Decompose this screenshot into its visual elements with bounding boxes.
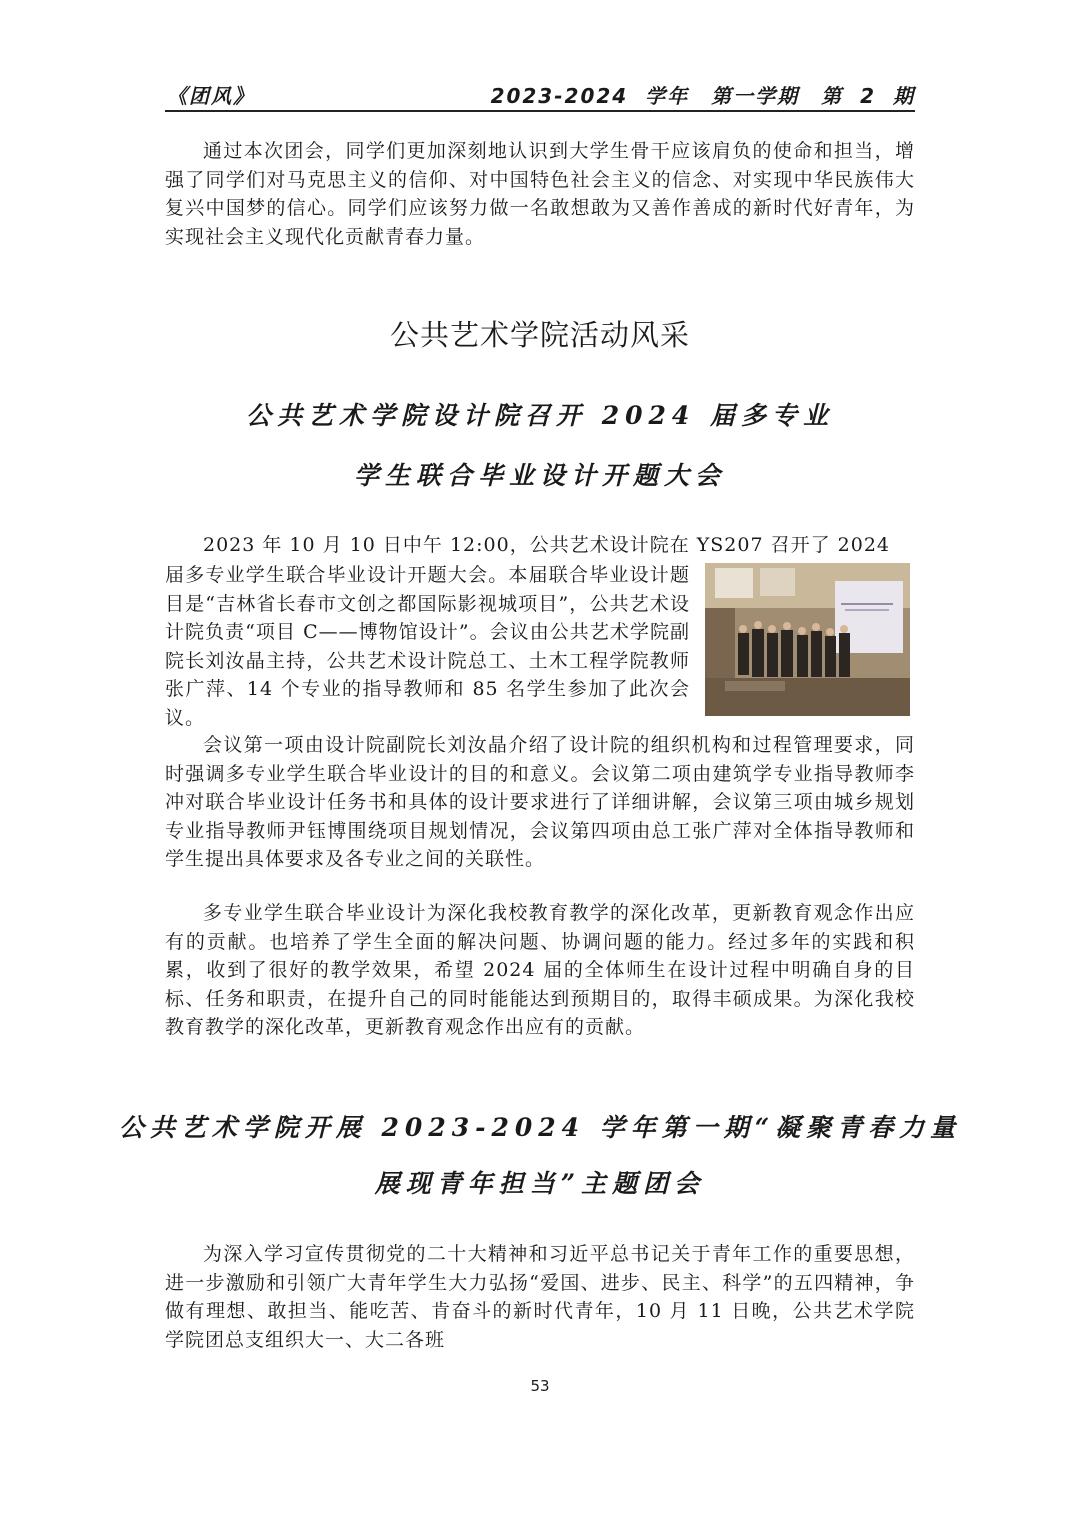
article1-paragraph2: 会议第一项由设计院副院长刘汝晶介绍了设计院的组织机构和过程管理要求，同时强调多专业学生联合毕业设计的目的和意义。会议第二项由建筑学专业指导教师李冲对联合毕业设计任务书和具体的设计要求进行了详细讲解，会议第三项由城乡规划专业指导教师尹钰博围绕项目规划情况，会议第四项由总工张广萍对全体指导教师和学生提出具体要求及各专业之间的关联性。 xyxy=(165,734,915,870)
article1-title-line2: 学生联合毕业设计开题大会 xyxy=(353,461,726,490)
article2-paragraph1: 为深入学习宣传贯彻党的二十大精神和习近平总书记关于青年工作的重要思想，进一步激励和引领广大青年学生大力弘扬“爱国、进步、民主、科学”的五四精神，争做有理想、敢担当、能吃苦、肯奋斗的新时代青年，10 月 11 日晚，公共艺术学院学院团总支组织大一、大二各班 xyxy=(165,1243,915,1351)
page-number: 53 xyxy=(530,1377,550,1395)
journal-name: 《团风》 xyxy=(167,84,255,108)
article1-paragraph1-first-line: 2023 年 10 月 10 日中午 12:00，公共艺术设计院在 YS207 召开了 2024 xyxy=(203,534,890,556)
article2-title-line1: 公共艺术学院开展 2023-2024 学年第一期“凝聚青春力量 xyxy=(118,1113,962,1142)
article2-title-line2: 展现青年担当”主题团会 xyxy=(374,1169,706,1198)
page-header xyxy=(165,78,915,112)
article1-title-line1: 公共艺术学院设计院召开 2024 届多专业 xyxy=(246,401,834,430)
article1-paragraph1-rest: 届多专业学生联合毕业设计开题大会。本届联合毕业设计题目是“吉林省长春市文创之都国际影视城项目”，公共艺术设计院负责“项目 C——博物馆设计”。会议由公共艺术学院副院长刘汝晶主持，公共艺术设计院总工、土木工程学院教师张广萍、14 个专业的指导教师和 85 名学生参加了此次会议。 xyxy=(165,564,690,729)
intro-paragraph: 通过本次团会，同学们更加深刻地认识到大学生骨干应该肩负的使命和担当，增强了同学们对马克思主义的信仰、对中国特色社会主义的信念、对实现中华民族伟大复兴中国梦的信心。同学们应该努力做一名敢想敢为又善作善成的新时代好青年，为实现社会主义现代化贡献青春力量。 xyxy=(165,140,915,248)
meeting-photo-illustration xyxy=(705,563,910,716)
meeting-photo xyxy=(705,563,910,716)
article1-paragraph3: 多专业学生联合毕业设计为深化我校教育教学的深化改革，更新教育观念作出应有的贡献。也培养了学生全面的解决问题、协调问题的能力。经过多年的实践和积累，收到了很好的教学效果，希望 2024 届的全体师生在设计过程中明确自身的目标、任务和职责，在提升自己的同时能能达到预期目的，取得丰硕成果。为深化我校教育教学的深化改革，更新教育观念作出应有的贡献。 xyxy=(165,902,915,1038)
issue-info: 2023-2024 学年 第一学期 第 2 期 xyxy=(490,84,915,108)
section-title: 公共艺术学院活动风采 xyxy=(389,318,690,352)
